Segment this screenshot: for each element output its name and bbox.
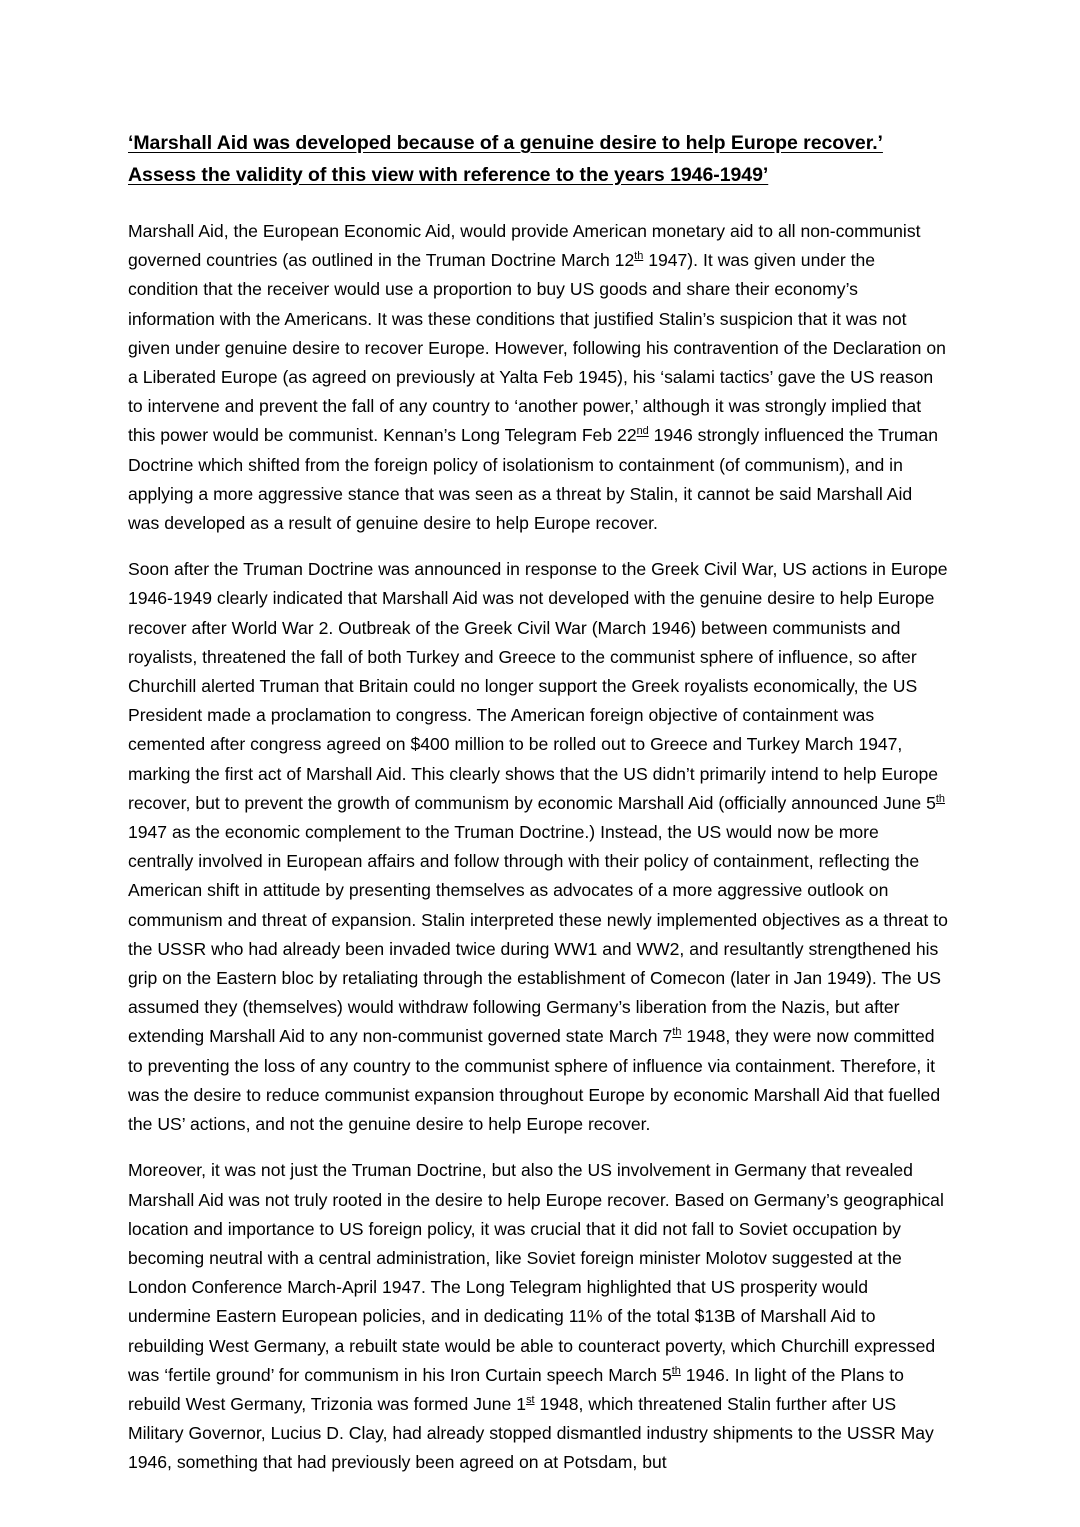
ordinal-suffix: th — [935, 793, 945, 805]
page-title: ‘Marshall Aid was developed because of a genuine desire to help Europe recover.’ Assess the validity of this view with reference to the years 1946-1949’ — [128, 132, 883, 186]
ordinal-suffix: th — [634, 250, 644, 263]
ordinal-suffix: th — [671, 1364, 681, 1377]
ordinal-suffix: th — [672, 1026, 682, 1039]
ordinal-suffix: st — [526, 1394, 535, 1407]
paragraph-3: Moreover, it was not just the Truman Doctrine, but also the US involvement in Germany that revealed Marshall Aid was not truly rooted in the desire to help Europe recover. Based on Germany’s geographical location and importance to US foreign policy, it was crucial that it did not fall to Soviet occupation by becoming neutral with a central administration, like Soviet foreign minister Molotov suggested at the London Conference March-April 1947. The Long Telegram highlighted that US prosperity would undermine Eastern European policies, and in dedicating 11% of the total $13B of Marshall Aid to rebuilding West Germany, a rebuilt state would be able to counteract poverty, which Churchill expressed was ‘fertile ground’ for communism in his Iron Curtain speech March 5th 1946. In light of the Plans to rebuild West Germany, Trizonia was formed June 1st 1948, which threatened Stalin further after US Military Governor, Lucius D. Clay, had already stopped dismantled industry shipments to the USSR May 1946, something that had previously been agreed on at Potsdam, but — [128, 1160, 944, 1473]
paragraph-2: Soon after the Truman Doctrine was announced in response to the Greek Civil War, US actions in Europe 1946-1949 clearly indicated that Marshall Aid was not developed with the genuine desire to help Europe recover after World War 2. Outbreak of the Greek Civil War (March 1946) between communists and royalists, threatened the fall of both Turkey and Greece to the communist sphere of influence, so after Churchill alerted Truman that Britain could no longer support the Greek royalists economically, the US President made a proclamation to congress. The American foreign objective of containment was cemented after congress agreed on $400 million to be rolled out to Greece and Turkey March 1947, marking the first act of Marshall Aid. This clearly shows that the US didn’t primarily intend to help Europe recover, but to prevent the growth of communism by economic Marshall Aid (officially announced June 5th 1947 as the economic complement to the Truman Doctrine.) Instead, the US would now be more centrally involved in European affairs and follow through with their policy of containment, reflecting the American shift in attitude by presenting themselves as advocates of a more aggressive outlook on communism and threat of expansion. Stalin interpreted these newly implemented objectives as a threat to the USSR who had already been invaded twice during WW1 and WW2, and resultantly strengthened his grip on the Eastern bloc by retaliating through the establishment of Comecon (later in Jan 1949). The US assumed they (themselves) would withdraw following Germany’s liberation from the Nazis, but after extending Marshall Aid to any non-communist governed state March 7th 1948, they were now committed to preventing the loss of any country to the communist sphere of influence via containment. Therefore, it was the desire to reduce communist expansion throughout Europe by economic Marshall Aid that fuelled the US’ actions, and not the genuine desire to help Europe recover. — [128, 559, 948, 1135]
document-body — [128, 217, 948, 1478]
paragraph-1: Marshall Aid, the European Economic Aid, would provide American monetary aid to all non-communist governed countries (as outlined in the Truman Doctrine March 12th 1947). It was given under the condition that the receiver would use a proportion to buy US goods and share their economy’s information with the Americans. It was these conditions that justified Stalin’s suspicion that it was not given under genuine desire to recover Europe. However, following his contravention of the Declaration on a Liberated Europe (as agreed on previously at Yalta Feb 1945), his ‘salami tactics’ gave the US reason to intervene and prevent the fall of any country to ‘another power,’ although it was strongly implied that this power would be communist. Kennan’s Long Telegram Feb 22nd 1946 strongly influenced the Truman Doctrine which shifted from the foreign policy of isolationism to containment (of communism), and in applying a more aggressive stance that was seen as a threat by Stalin, it cannot be said Marshall Aid was developed as a result of genuine desire to help Europe recover. — [128, 221, 946, 534]
ordinal-suffix: nd — [636, 425, 649, 438]
